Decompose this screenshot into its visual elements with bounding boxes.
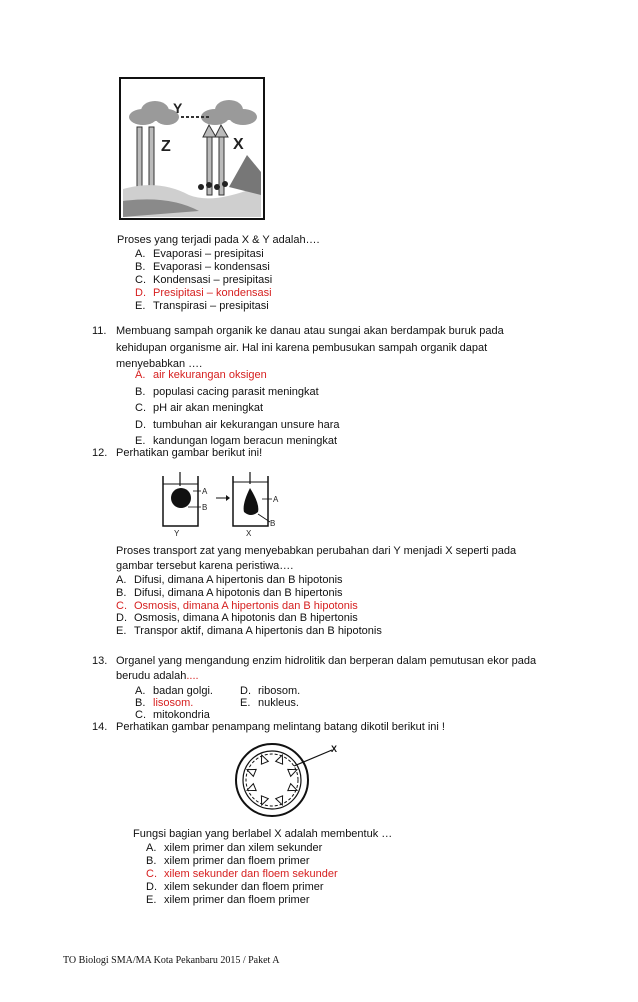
q13-option-c: C. mitokondria: [135, 709, 210, 721]
q13-option-d: D. ribosom.: [240, 685, 301, 697]
q13-stem-line-1: Organel yang mengandung enzim hidrolitik dan berperan dalam pemutusan ekor pada: [116, 655, 537, 667]
fig-label-x: X: [233, 136, 244, 153]
q13-stem-text: berudu adalah: [116, 670, 187, 682]
q14-number: 14.: [92, 721, 108, 733]
water-cycle-figure: [119, 77, 265, 220]
vascular-bundle: [276, 796, 283, 805]
q13-option-a: A. badan golgi.: [135, 685, 213, 697]
fig12-label-x: X: [246, 529, 252, 538]
fig-label-y: Y: [173, 100, 183, 116]
q13-stem-line-2: [116, 670, 199, 683]
q-water-stem: Proses yang terjadi pada X & Y adalah….: [117, 234, 320, 246]
q14-option-d: D. xilem sekunder dan floem primer: [146, 881, 324, 893]
q12-option-c: C. Osmosis, dimana A hipertonis dan B hipotonis: [116, 599, 358, 612]
q14-stem: Perhatikan gambar penampang melintang batang dikotil berikut ini !: [116, 721, 445, 733]
q14-option-b: B. xilem primer dan floem primer: [146, 855, 310, 867]
q11-option-d: D. tumbuhan air kekurangan unsure hara: [135, 418, 340, 431]
q-water-option-c: C. Kondensasi – presipitasi: [135, 274, 273, 286]
q12-option-a: A. Difusi, dimana A hipertonis dan B hipotonis: [116, 574, 343, 586]
vascular-bundle: [247, 784, 256, 791]
fig14-label-x: X: [331, 744, 338, 754]
q-water-option-d: D. Presipitasi – kondensasi: [135, 287, 272, 299]
vascular-bundle: [276, 755, 283, 764]
osmosis-figure: [160, 470, 290, 540]
q13-stem-dots: ....: [186, 670, 199, 682]
q14-body: Fungsi bagian yang berlabel X adalah membentuk …: [133, 828, 393, 840]
page-footer: TO Biologi SMA/MA Kota Pekanbaru 2015 / Paket A: [63, 955, 280, 966]
fig12-label-b-x: B: [270, 519, 276, 528]
fig12-label-a-y: A: [202, 487, 208, 496]
q11-stem-line-2: kehidupan organisme air. Hal ini karena pembusukan sampah organik dapat: [116, 342, 488, 354]
fig12-label-y: Y: [174, 529, 180, 538]
q12-stem: Perhatikan gambar berikut ini!: [116, 447, 263, 459]
fig12-label-b-y: B: [202, 503, 208, 512]
q13-option-e: E. nukleus.: [240, 697, 299, 709]
fig12-label-a-x: A: [273, 495, 279, 504]
q12-option-d: D. Osmosis, dimana A hipotonis dan B hipertonis: [116, 612, 358, 625]
q-water-option-e: E. Transpirasi – presipitasi: [135, 300, 269, 312]
q11-option-b: B. populasi cacing parasit meningkat: [135, 385, 319, 398]
q-water-option-b: B. Evaporasi – kondensasi: [135, 261, 270, 273]
q12-number: 12.: [92, 447, 108, 459]
stem-cross-section-figure: [234, 742, 340, 820]
q12-body-line-2: gambar tersebut karena peristiwa….: [116, 560, 294, 572]
q14-option-a: A. xilem primer dan xilem sekunder: [146, 842, 323, 854]
q13-number: 13.: [92, 655, 108, 667]
vascular-bundle: [288, 784, 297, 791]
q13-option-b: B. lisosom.: [135, 697, 194, 709]
q12-option-e: E. Transpor aktif, dimana A hipertonis dan B hipotonis: [116, 625, 382, 638]
vascular-bundle: [288, 769, 297, 776]
q12-body-line-1: Proses transport zat yang menyebabkan perubahan dari Y menjadi X seperti pada: [116, 545, 517, 557]
q11-option-e: E. kandungan logam beracun meningkat: [135, 435, 338, 447]
vascular-bundle: [261, 796, 268, 805]
q-water-option-a: A. Evaporasi – presipitasi: [135, 248, 264, 260]
q11-stem-line-1: Membuang sampah organik ke danau atau sungai akan berdampak buruk pada: [116, 325, 504, 337]
q11-stem-line-3: menyebabkan ….: [116, 358, 203, 370]
q11-option-c: C. pH air akan meningkat: [135, 402, 264, 414]
q11-number: 11.: [92, 325, 107, 337]
q14-option-e: E. xilem primer dan floem primer: [146, 894, 310, 906]
q12-option-b: B. Difusi, dimana A hipotonis dan B hipertonis: [116, 586, 343, 599]
vascular-bundle: [247, 769, 256, 776]
fig-label-z: Z: [161, 138, 171, 155]
vascular-bundle: [261, 755, 268, 764]
q11-option-a: A. air kekurangan oksigen: [135, 369, 267, 381]
q14-option-c: C. xilem sekunder dan floem sekunder: [146, 868, 338, 880]
